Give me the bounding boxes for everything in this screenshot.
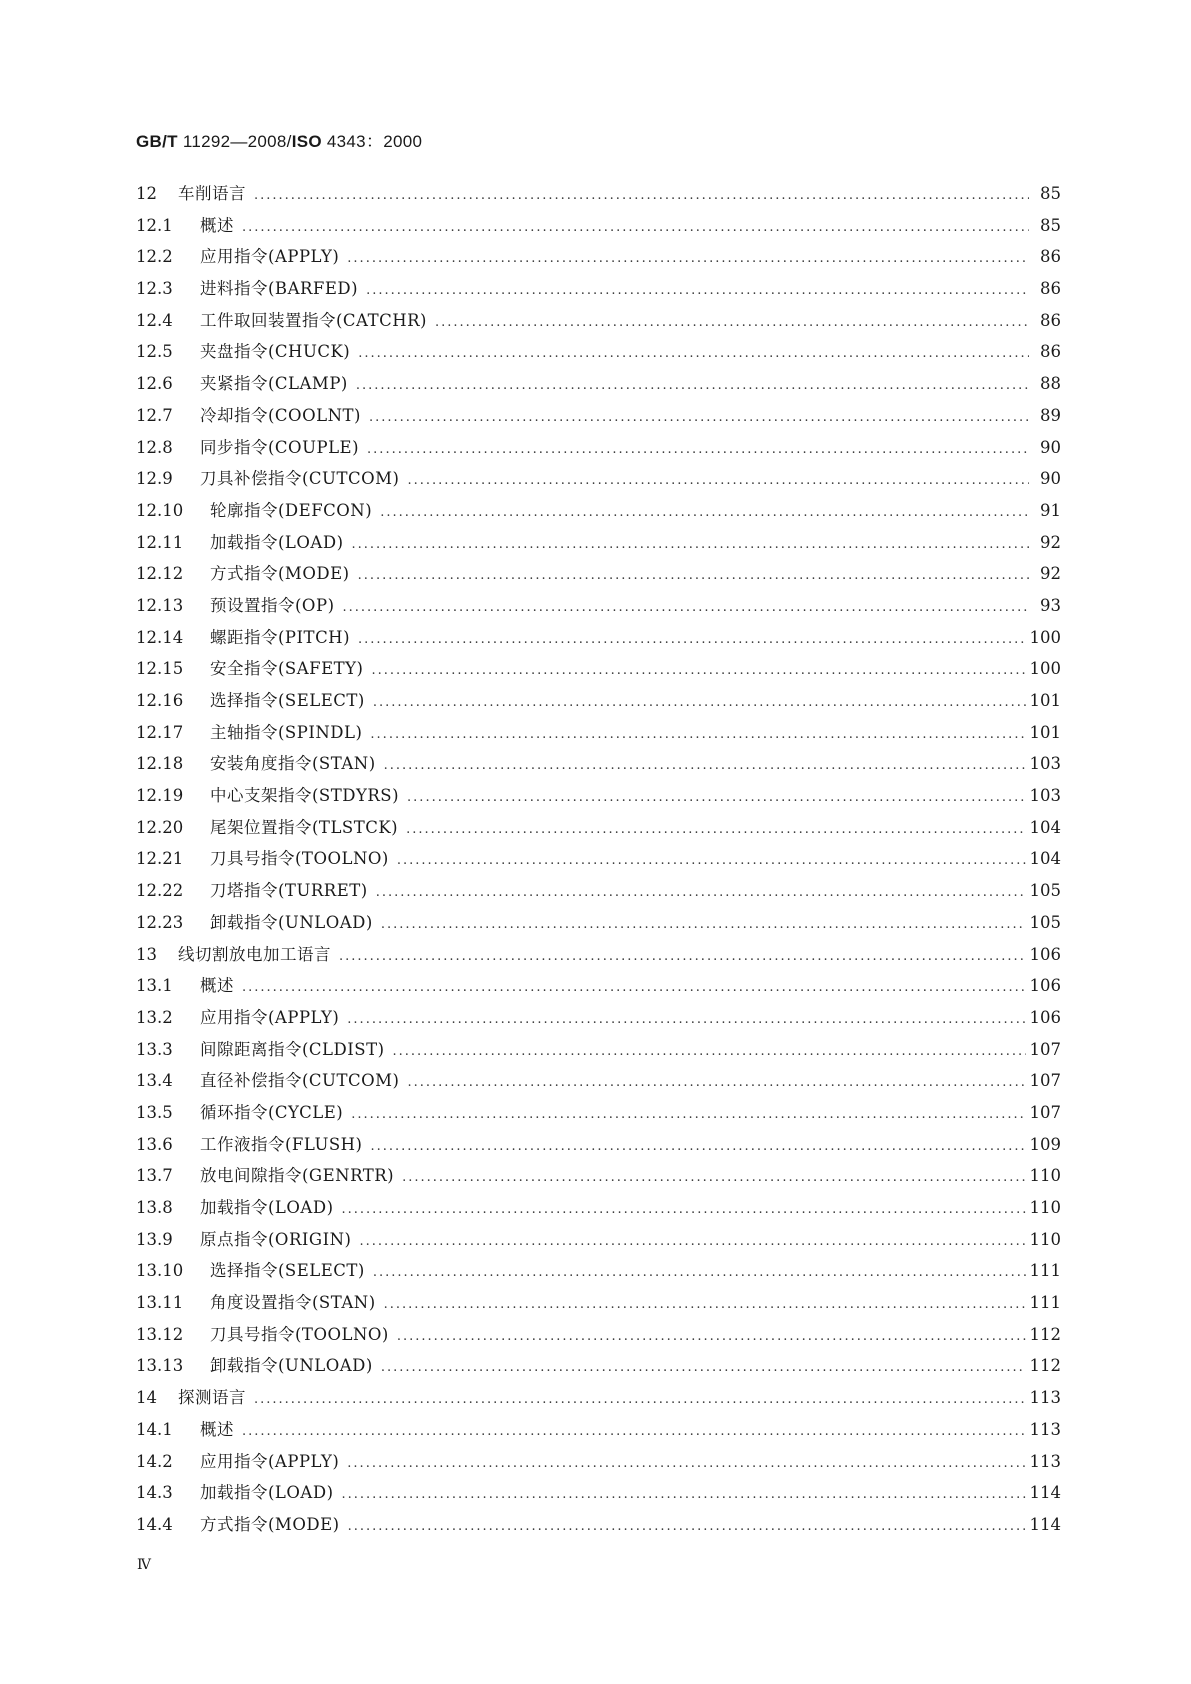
toc-entry[interactable] xyxy=(136,877,1061,909)
toc-entry[interactable] xyxy=(136,434,1061,466)
toc-dot-leader xyxy=(358,632,1025,647)
toc-dot-leader xyxy=(376,885,1026,900)
toc-entry-page: 111 xyxy=(1029,1293,1061,1313)
toc-entry[interactable] xyxy=(136,402,1061,434)
toc-entry[interactable] xyxy=(136,1448,1061,1480)
toc-entry[interactable] xyxy=(136,1352,1061,1384)
toc-entry[interactable] xyxy=(136,1226,1061,1258)
toc-entry[interactable] xyxy=(136,655,1061,687)
toc-entry-title: 方式指令(MODE) xyxy=(210,564,350,584)
toc-entry[interactable] xyxy=(136,212,1061,244)
toc-entry-title: 加载指令(LOAD) xyxy=(210,532,344,552)
toc-entry-title: 刀具号指令(TOOLNO) xyxy=(210,1324,389,1344)
toc-dot-leader xyxy=(373,695,1026,710)
toc-entry-page: 106 xyxy=(1029,976,1061,996)
toc-dot-leader xyxy=(339,949,1026,964)
toc-entry-title: 刀具号指令(TOOLNO) xyxy=(210,849,389,869)
toc-dot-leader xyxy=(370,727,1025,742)
toc-entry-page: 100 xyxy=(1029,627,1061,647)
toc-dot-leader xyxy=(370,1139,1025,1154)
toc-entry-title: 冷却指令(COOLNT) xyxy=(200,405,361,425)
toc-entry[interactable] xyxy=(136,370,1061,402)
toc-dot-leader xyxy=(384,1297,1026,1312)
toc-entry-page: 106 xyxy=(1029,944,1061,964)
toc-dot-leader xyxy=(372,663,1026,678)
toc-dot-leader xyxy=(242,980,1026,995)
toc-entry-title: 卸载指令(UNLOAD) xyxy=(210,912,373,932)
toc-entry-number: 14 xyxy=(136,1388,157,1408)
toc-entry-number: 12.23 xyxy=(136,912,184,932)
toc-dot-leader xyxy=(366,283,1029,298)
toc-entry[interactable] xyxy=(136,1162,1061,1194)
toc-entry-page: 104 xyxy=(1029,817,1061,837)
toc-dot-leader xyxy=(397,853,1026,868)
toc-entry-number: 13.10 xyxy=(136,1261,184,1281)
toc-entry[interactable] xyxy=(136,782,1061,814)
toc-entry-number: 12.9 xyxy=(136,469,173,489)
toc-entry-title: 概述 xyxy=(200,976,234,996)
toc-entry-title: 卸载指令(UNLOAD) xyxy=(210,1356,373,1376)
toc-dot-leader xyxy=(402,1170,1025,1185)
toc-entry-title: 原点指令(ORIGIN) xyxy=(200,1229,352,1249)
toc-entry-title: 安全指令(SAFETY) xyxy=(210,659,364,679)
toc-dot-leader xyxy=(407,790,1025,805)
document-header xyxy=(136,127,422,152)
toc-entry-number: 13.11 xyxy=(136,1293,184,1313)
toc-dot-leader xyxy=(254,188,1029,203)
toc-entry[interactable] xyxy=(136,1511,1061,1543)
toc-entry-number: 13.13 xyxy=(136,1356,184,1376)
toc-entry[interactable] xyxy=(136,243,1061,275)
toc-entry[interactable] xyxy=(136,180,1061,212)
toc-dot-leader xyxy=(397,1329,1026,1344)
toc-entry[interactable] xyxy=(136,1036,1061,1068)
toc-entry-page: 113 xyxy=(1029,1451,1061,1471)
toc-dot-leader xyxy=(381,917,1026,932)
toc-dot-leader xyxy=(393,1044,1026,1059)
toc-entry-number: 13.12 xyxy=(136,1324,184,1344)
toc-entry[interactable] xyxy=(136,1289,1061,1321)
toc-entry[interactable] xyxy=(136,941,1061,973)
toc-entry-title: 探测语言 xyxy=(178,1388,246,1408)
toc-dot-leader xyxy=(242,1424,1026,1439)
toc-entry-title: 循环指令(CYCLE) xyxy=(200,1102,344,1122)
toc-dot-leader xyxy=(347,1012,1025,1027)
toc-entry[interactable] xyxy=(136,1321,1061,1353)
toc-entry-page: 104 xyxy=(1029,849,1061,869)
toc-entry-title: 放电间隙指令(GENRTR) xyxy=(200,1166,395,1186)
toc-entry-number: 12.2 xyxy=(136,247,173,267)
page-number-footer: Ⅳ xyxy=(137,1557,151,1573)
toc-entry[interactable] xyxy=(136,307,1061,339)
toc-entry-title: 夹盘指令(CHUCK) xyxy=(200,342,351,362)
toc-entry-number: 13.3 xyxy=(136,1039,173,1059)
toc-entry-title: 间隙距离指令(CLDIST) xyxy=(200,1039,385,1059)
toc-entry-page: 103 xyxy=(1029,754,1061,774)
toc-entry-page: 106 xyxy=(1029,1007,1061,1027)
toc-entry-number: 13 xyxy=(136,944,157,964)
toc-dot-leader xyxy=(347,251,1029,266)
toc-entry-number: 12.1 xyxy=(136,215,173,235)
toc-entry-number: 13.7 xyxy=(136,1166,173,1186)
toc-entry-page: 107 xyxy=(1029,1071,1061,1091)
toc-dot-leader xyxy=(347,1456,1025,1471)
toc-entry-title: 安装角度指令(STAN) xyxy=(210,754,376,774)
toc-entry-title: 车削语言 xyxy=(178,184,246,203)
toc-entry-number: 12.10 xyxy=(136,500,184,520)
toc-entry-number: 12.5 xyxy=(136,342,173,362)
toc-dot-leader xyxy=(407,1075,1025,1090)
toc-entry-page: 90 xyxy=(1040,437,1061,457)
toc-entry-title: 线切割放电加工语言 xyxy=(178,944,331,964)
toc-dot-leader xyxy=(435,315,1029,330)
toc-entry[interactable] xyxy=(136,1099,1061,1131)
toc-entry-number: 12.12 xyxy=(136,564,184,584)
toc-dot-leader xyxy=(343,600,1029,615)
toc-entry-page: 112 xyxy=(1029,1324,1061,1344)
toc-entry-page: 114 xyxy=(1029,1483,1061,1503)
toc-entry-page: 90 xyxy=(1040,469,1061,489)
toc-entry-title: 夹紧指令(CLAMP) xyxy=(200,374,348,394)
toc-dot-leader xyxy=(352,537,1029,552)
toc-entry-page: 86 xyxy=(1040,247,1061,267)
toc-entry-title: 同步指令(COUPLE) xyxy=(200,437,360,457)
toc-entry-title: 加载指令(LOAD) xyxy=(200,1198,334,1217)
toc-entry-page: 92 xyxy=(1040,532,1061,552)
toc-entry-number: 13.4 xyxy=(136,1071,173,1091)
toc-entry-number: 12.13 xyxy=(136,595,184,615)
toc-entry-number: 14.3 xyxy=(136,1483,173,1503)
iso-prefix: ISO xyxy=(291,132,322,151)
toc-entry-number: 13.5 xyxy=(136,1102,173,1122)
toc-entry[interactable] xyxy=(136,719,1061,751)
toc-entry-number: 12.20 xyxy=(136,817,184,837)
toc-entry-title: 角度设置指令(STAN) xyxy=(210,1293,376,1313)
toc-entry[interactable] xyxy=(136,1257,1061,1289)
toc-entry-page: 86 xyxy=(1040,279,1061,299)
standard-prefix: GB/T xyxy=(136,132,178,151)
toc-entry-title: 刀具补偿指令(CUTCOM) xyxy=(200,469,400,489)
standard-code: 11292—2008/ xyxy=(182,132,292,151)
iso-code: 4343：2000 xyxy=(326,132,423,151)
toc-entry-page: 85 xyxy=(1040,184,1061,203)
toc-entry-page: 112 xyxy=(1029,1356,1061,1376)
toc-entry-number: 12.4 xyxy=(136,310,173,330)
toc-entry[interactable] xyxy=(136,529,1061,561)
toc-entry-title: 选择指令(SELECT) xyxy=(210,1261,365,1281)
toc-entry-title: 选择指令(SELECT) xyxy=(210,691,365,710)
toc-entry[interactable] xyxy=(136,275,1061,307)
toc-entry-page: 110 xyxy=(1029,1198,1061,1217)
toc-entry[interactable] xyxy=(136,1004,1061,1036)
toc-entry-number: 12.3 xyxy=(136,279,173,299)
toc-entry-number: 12.18 xyxy=(136,754,184,774)
toc-entry-number: 13.8 xyxy=(136,1198,173,1217)
toc-entry-page: 114 xyxy=(1029,1514,1061,1534)
toc-dot-leader xyxy=(380,505,1029,520)
toc-entry[interactable] xyxy=(136,750,1061,782)
toc-entry-page: 86 xyxy=(1040,310,1061,330)
toc-entry[interactable] xyxy=(136,1131,1061,1163)
toc-dot-leader xyxy=(254,1392,1026,1407)
toc-dot-leader xyxy=(351,1107,1025,1122)
toc-entry-title: 螺距指令(PITCH) xyxy=(210,627,351,647)
toc-entry-title: 直径补偿指令(CUTCOM) xyxy=(200,1071,400,1091)
toc-entry-number: 12.14 xyxy=(136,627,184,647)
toc-entry-page: 111 xyxy=(1029,1261,1061,1281)
toc-dot-leader xyxy=(342,1487,1026,1502)
toc-entry-title: 尾架位置指令(TLSTCK) xyxy=(210,817,399,837)
toc-entry-page: 107 xyxy=(1029,1102,1061,1122)
toc-entry-number: 12.17 xyxy=(136,722,184,742)
toc-entry-number: 13.2 xyxy=(136,1007,173,1027)
toc-entry-page: 91 xyxy=(1040,500,1061,520)
toc-dot-leader xyxy=(342,1202,1026,1217)
toc-entry[interactable] xyxy=(136,465,1061,497)
toc-entry-number: 12.11 xyxy=(136,532,184,552)
toc-entry-number: 12 xyxy=(136,184,157,203)
toc-entry-title: 应用指令(APPLY) xyxy=(200,247,340,267)
toc-entry-title: 应用指令(APPLY) xyxy=(200,1451,340,1471)
toc-dot-leader xyxy=(358,346,1029,361)
toc-entry-page: 89 xyxy=(1040,405,1061,425)
toc-entry-title: 刀塔指令(TURRET) xyxy=(210,881,368,901)
toc-dot-leader xyxy=(407,473,1029,488)
toc-dot-leader xyxy=(406,822,1025,837)
toc-entry-number: 12.21 xyxy=(136,849,184,869)
toc-entry-page: 101 xyxy=(1029,691,1061,710)
toc-dot-leader xyxy=(367,442,1029,457)
toc-entry[interactable] xyxy=(136,687,1061,719)
toc-entry-number: 13.9 xyxy=(136,1229,173,1249)
toc-entry-number: 12.16 xyxy=(136,691,184,710)
toc-dot-leader xyxy=(369,410,1029,425)
toc-entry-number: 12.15 xyxy=(136,659,184,679)
toc-dot-leader xyxy=(242,220,1029,235)
toc-entry[interactable] xyxy=(136,814,1061,846)
toc-dot-leader xyxy=(381,1360,1026,1375)
toc-entry-page: 110 xyxy=(1029,1166,1061,1186)
toc-entry-page: 113 xyxy=(1029,1388,1061,1408)
toc-entry-page: 105 xyxy=(1029,912,1061,932)
toc-dot-leader xyxy=(384,758,1026,773)
toc-entry-title: 概述 xyxy=(200,215,234,235)
toc-entry-page: 86 xyxy=(1040,342,1061,362)
toc-dot-leader xyxy=(348,1519,1026,1534)
toc-dot-leader xyxy=(356,378,1029,393)
toc-entry-title: 进料指令(BARFED) xyxy=(200,279,359,299)
toc-entry-number: 14.2 xyxy=(136,1451,173,1471)
toc-entry-page: 107 xyxy=(1029,1039,1061,1059)
toc-dot-leader xyxy=(358,568,1029,583)
toc-entry[interactable] xyxy=(136,560,1061,592)
toc-entry[interactable] xyxy=(136,1479,1061,1511)
toc-dot-leader xyxy=(373,1265,1026,1280)
toc-entry-number: 12.22 xyxy=(136,881,184,901)
toc-entry-title: 工件取回装置指令(CATCHR) xyxy=(200,310,427,330)
toc-entry[interactable] xyxy=(136,1416,1061,1448)
toc-entry-title: 加载指令(LOAD) xyxy=(200,1483,334,1503)
toc-dot-leader xyxy=(359,1234,1025,1249)
toc-entry-title: 预设置指令(OP) xyxy=(210,595,335,615)
toc-entry[interactable] xyxy=(136,1194,1061,1226)
toc-entry-title: 轮廓指令(DEFCON) xyxy=(210,500,373,520)
table-of-contents xyxy=(136,180,1061,1543)
toc-entry[interactable] xyxy=(136,972,1061,1004)
toc-entry-page: 113 xyxy=(1029,1419,1061,1439)
toc-entry-number: 13.6 xyxy=(136,1134,173,1154)
toc-entry-page: 100 xyxy=(1029,659,1061,679)
toc-entry-number: 12.8 xyxy=(136,437,173,457)
toc-entry-title: 中心支架指令(STDYRS) xyxy=(210,786,400,806)
toc-entry-page: 103 xyxy=(1029,786,1061,806)
toc-entry[interactable] xyxy=(136,624,1061,656)
toc-entry-page: 93 xyxy=(1040,595,1061,615)
toc-entry-page: 85 xyxy=(1040,215,1061,235)
toc-entry[interactable] xyxy=(136,845,1061,877)
toc-entry-title: 概述 xyxy=(200,1419,234,1439)
toc-entry-page: 110 xyxy=(1029,1229,1061,1249)
toc-entry-title: 工作液指令(FLUSH) xyxy=(200,1134,363,1154)
toc-entry-number: 13.1 xyxy=(136,976,173,996)
toc-entry-number: 12.6 xyxy=(136,374,173,394)
toc-entry-page: 109 xyxy=(1029,1134,1061,1154)
toc-entry[interactable] xyxy=(136,592,1061,624)
toc-entry-number: 12.19 xyxy=(136,786,184,806)
toc-entry[interactable] xyxy=(136,1067,1061,1099)
toc-entry[interactable] xyxy=(136,338,1061,370)
toc-entry-title: 主轴指令(SPINDL) xyxy=(210,722,363,742)
toc-entry[interactable] xyxy=(136,497,1061,529)
toc-entry-page: 92 xyxy=(1040,564,1061,584)
toc-entry-title: 方式指令(MODE) xyxy=(200,1514,340,1534)
toc-entry[interactable] xyxy=(136,1384,1061,1416)
toc-entry-page: 105 xyxy=(1029,881,1061,901)
toc-entry[interactable] xyxy=(136,909,1061,941)
toc-entry-number: 14.4 xyxy=(136,1514,173,1534)
toc-entry-number: 14.1 xyxy=(136,1419,173,1439)
toc-entry-page: 101 xyxy=(1029,722,1061,742)
toc-entry-page: 88 xyxy=(1040,374,1061,394)
toc-entry-number: 12.7 xyxy=(136,405,173,425)
toc-entry-title: 应用指令(APPLY) xyxy=(200,1007,340,1027)
